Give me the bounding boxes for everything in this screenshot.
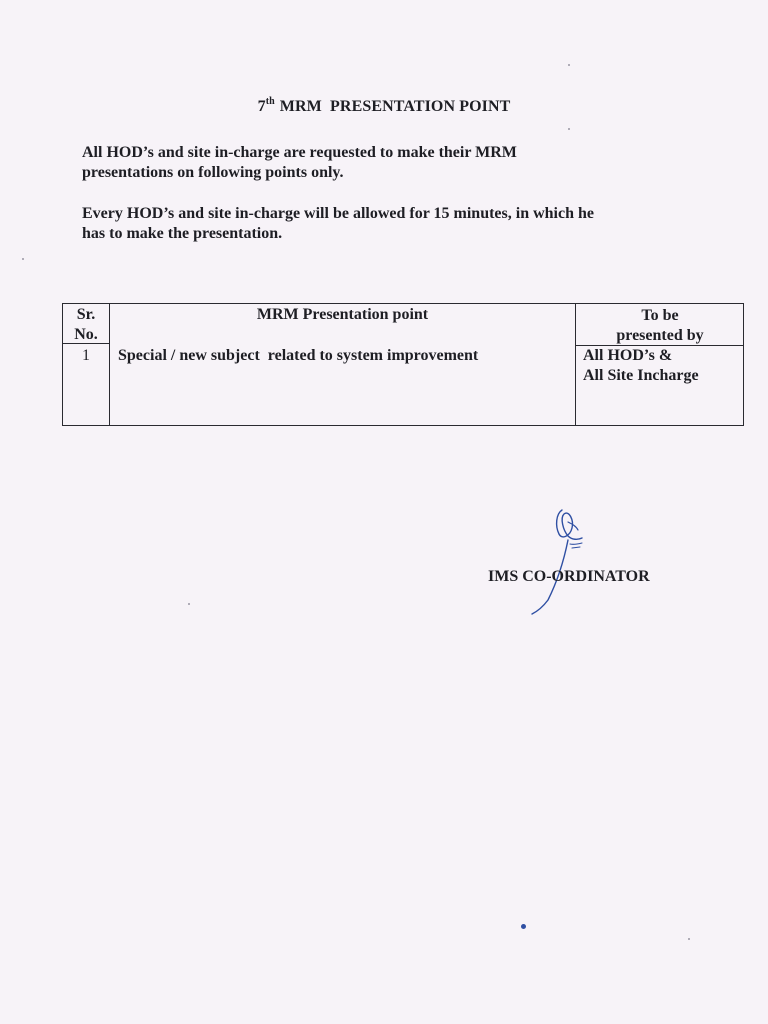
paragraph2-line2: has to make the presentation. — [82, 225, 283, 242]
instruction-paragraph-2 — [82, 204, 702, 244]
title-ordinal: 7 — [257, 98, 266, 115]
title-text: MRM PRESENTATION POINT — [279, 98, 511, 115]
paragraph1-line2: presentations on following points only. — [82, 164, 344, 181]
title-superscript: th — [265, 96, 275, 107]
header-presentation-point: MRM Presentation point — [256, 306, 429, 323]
paper-speck — [568, 64, 570, 66]
paper-speck — [22, 258, 24, 260]
ink-dot — [521, 924, 526, 929]
paragraph2-line1: Every HOD’s and site in-charge will be allowed for 15 minutes, in which he — [82, 205, 594, 222]
header-presented-by: To be presented by — [616, 307, 704, 344]
row-1-point: Special / new subject related to system improvement — [118, 347, 479, 364]
document-title — [0, 98, 768, 116]
paper-speck — [688, 938, 690, 940]
header-sr-no: Sr. No. — [74, 306, 98, 343]
presentation-table — [62, 303, 744, 426]
row-1-presented-by: All HOD’s & All Site Incharge — [583, 347, 699, 384]
instruction-paragraph-1 — [82, 143, 702, 183]
row-1-sr: 1 — [82, 347, 90, 364]
paragraph1-line1: All HOD’s and site in-charge are requested to make their MRM — [82, 144, 517, 161]
paper-speck — [568, 128, 570, 130]
paper-speck — [188, 603, 190, 605]
designation-label: IMS CO-ORDINATOR — [488, 568, 650, 585]
signature-mark — [528, 500, 588, 615]
